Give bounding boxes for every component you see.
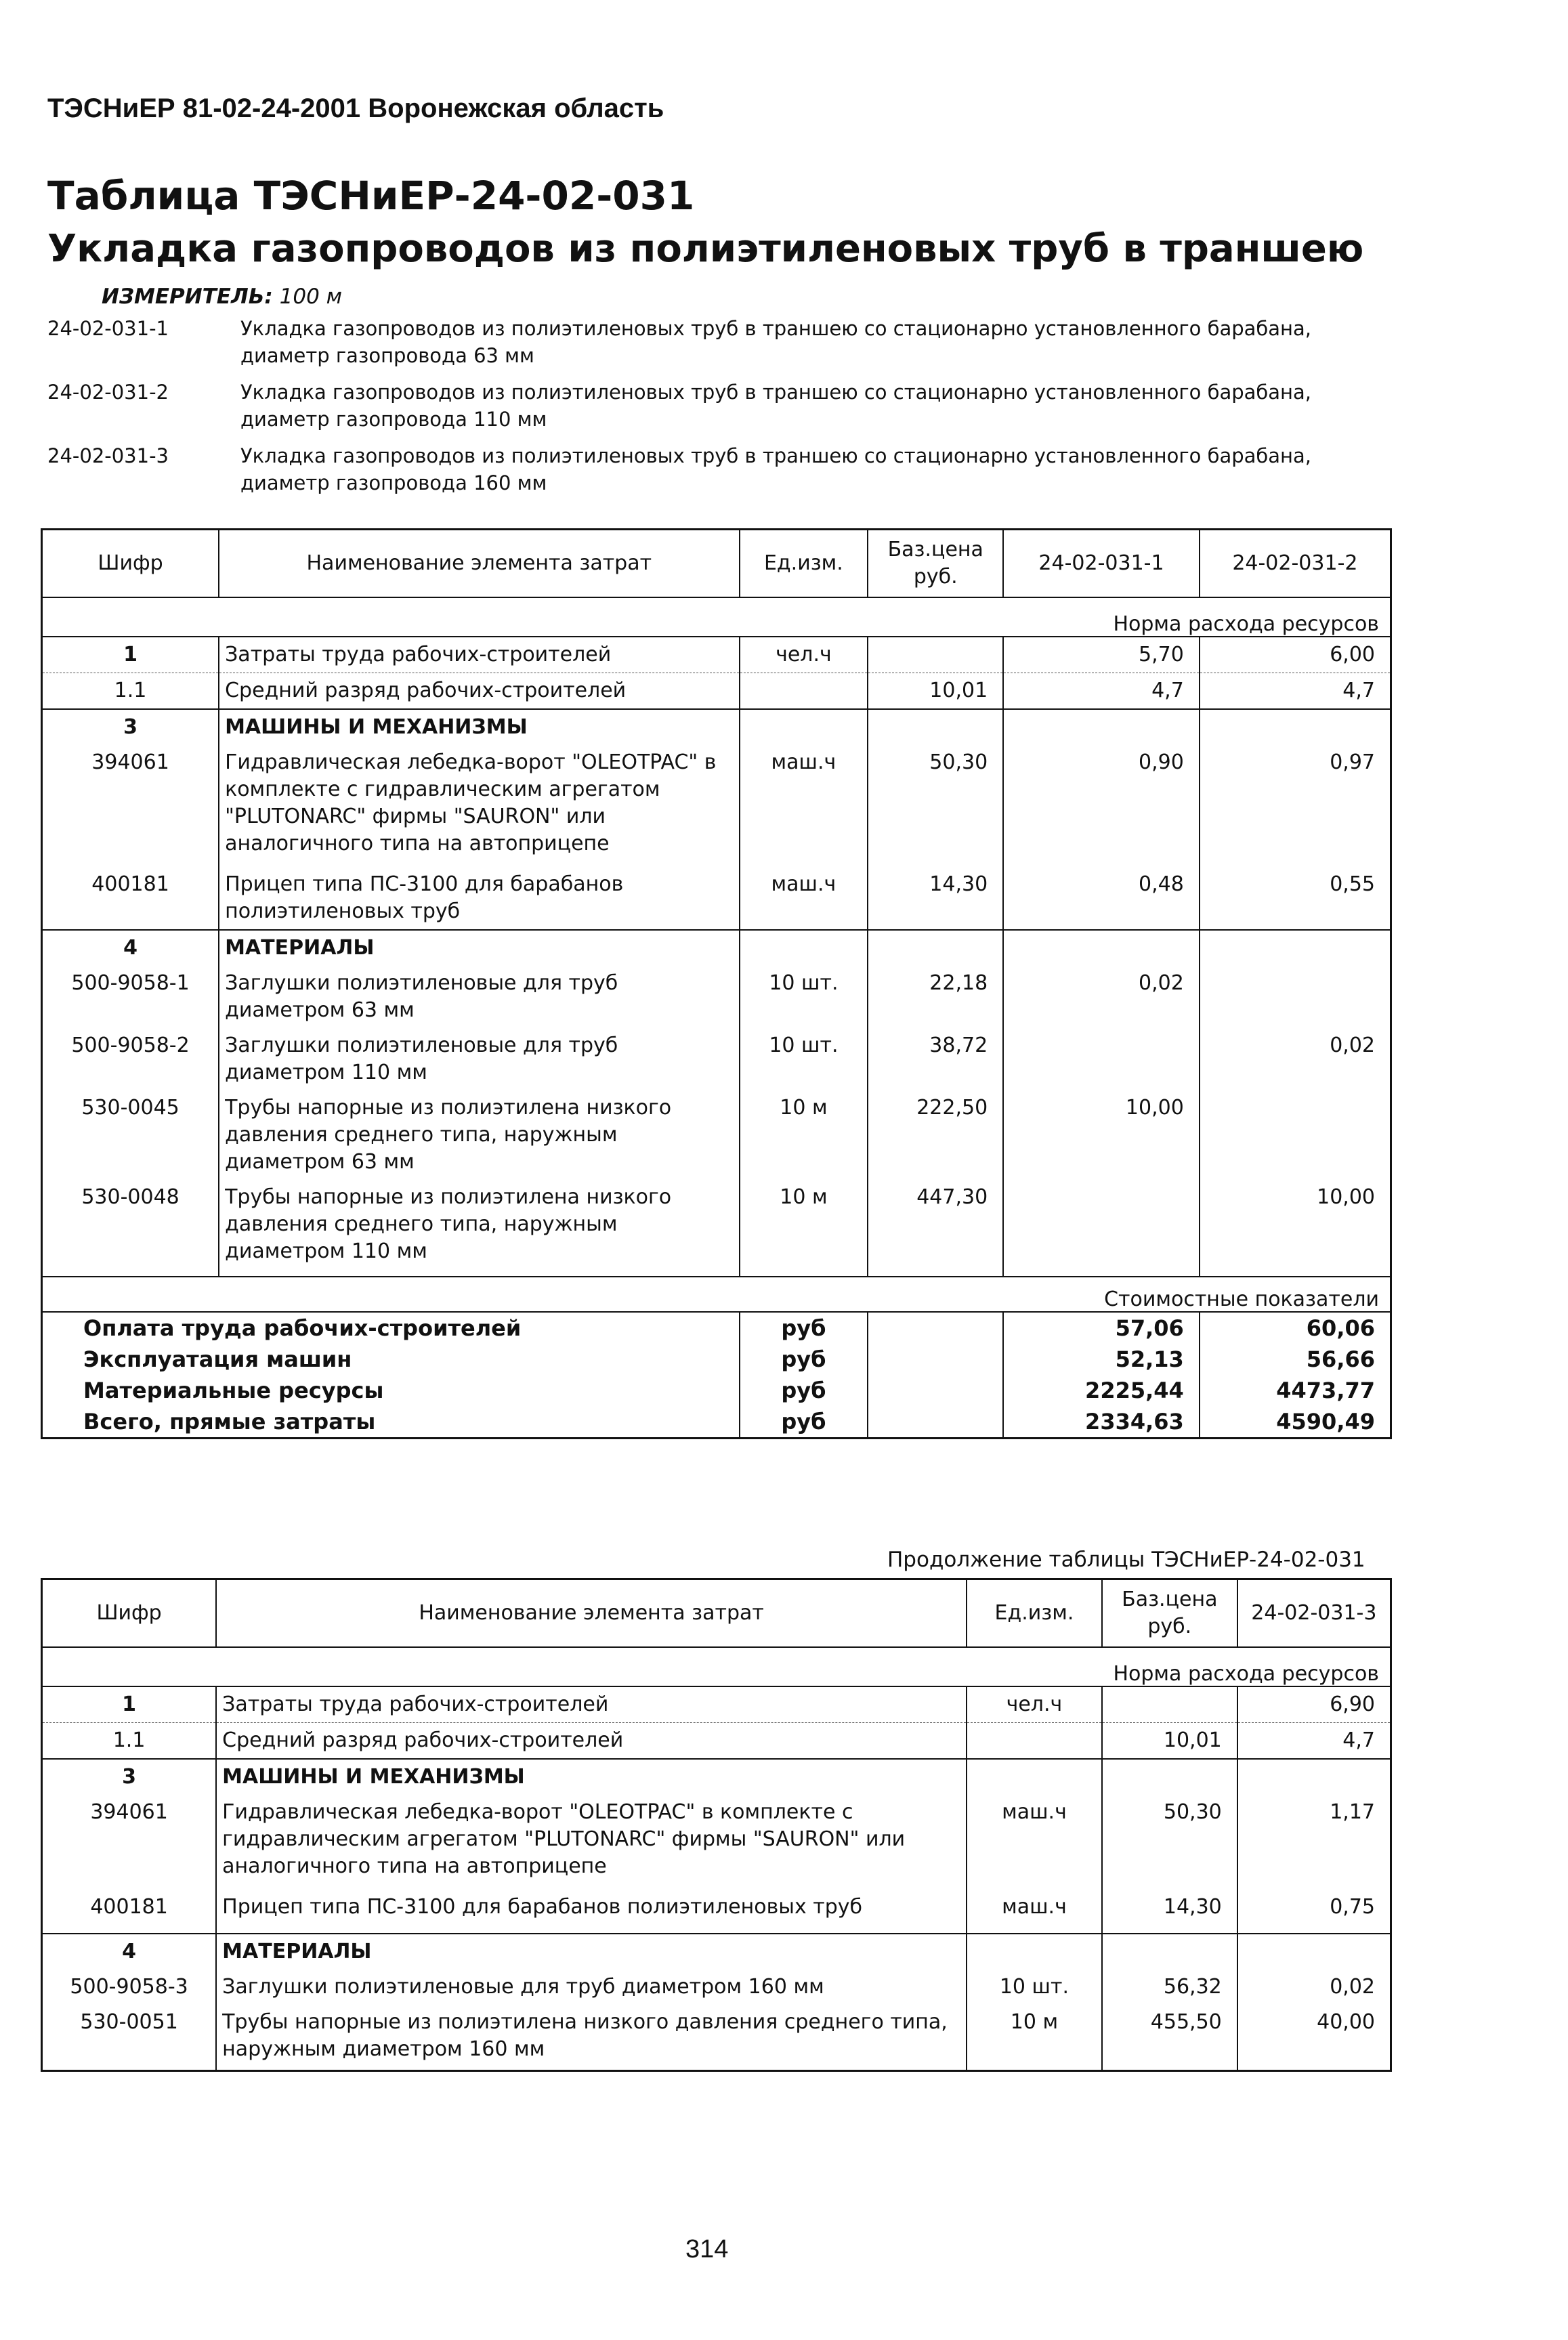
total-unit: руб	[740, 1344, 868, 1375]
code-number: 24-02-031-3	[47, 444, 169, 467]
section-row	[42, 709, 1391, 745]
total-value-1: 57,06	[1003, 1312, 1200, 1344]
page-number: 314	[685, 2235, 729, 2263]
code-description: Укладка газопроводов из полиэтиленовых труб в траншею со стационарно установленного барабана, диаметр газопровода 160 мм	[240, 444, 1312, 494]
measure-label: ИЗМЕРИТЕЛЬ:	[102, 284, 273, 309]
total-name: Эксплуатация машин	[83, 1346, 352, 1372]
row-code: 1	[123, 642, 137, 666]
row-name: Трубы напорные из полиэтилена низкого давления среднего типа, наружным диаметром 110 мм	[219, 1180, 739, 1277]
row-price: 50,30	[868, 745, 1003, 867]
row-value-3: 0,02	[1237, 1970, 1391, 2005]
row-value-3: 40,00	[1237, 2005, 1391, 2071]
row-price: 10,01	[1102, 1722, 1237, 1759]
col-header-unit: Ед.изм.	[967, 1579, 1102, 1647]
row-value-3: 1,17	[1237, 1795, 1391, 1890]
total-row	[42, 1375, 1391, 1406]
row-value-3: 4,7	[1237, 1722, 1391, 1759]
section-row	[42, 1934, 1391, 1970]
section-name: МАШИНЫ И МЕХАНИЗМЫ	[216, 1759, 967, 1795]
col-header-price: Баз.цена руб.	[868, 530, 1003, 597]
code-description: Укладка газопроводов из полиэтиленовых труб в траншею со стационарно установленного барабана, диаметр газопровода 110 мм	[240, 381, 1312, 431]
col-header-code: Шифр	[42, 1579, 217, 1647]
table-row	[42, 1722, 1391, 1759]
total-unit: руб	[740, 1406, 868, 1439]
total-unit: руб	[740, 1375, 868, 1406]
code-number: 24-02-031-2	[47, 381, 169, 404]
total-value-1: 2334,63	[1003, 1406, 1200, 1439]
measure-unit	[102, 284, 342, 309]
row-value-2: 4,7	[1200, 673, 1391, 709]
row-value-3: 6,90	[1237, 1686, 1391, 1723]
row-value-1: 0,02	[1003, 966, 1200, 1028]
section-code: 3	[42, 709, 219, 745]
table-row	[42, 673, 1391, 709]
row-value-2	[1200, 1090, 1391, 1180]
row-name: Трубы напорные из полиэтилена низкого давления среднего типа, наружным диаметром 160 мм	[216, 2005, 967, 2071]
row-value-1: 10,00	[1003, 1090, 1200, 1180]
total-unit: руб	[740, 1312, 868, 1344]
table-row	[42, 1090, 1391, 1180]
row-name: Гидравлическая лебедка-ворот "OLEOTPAC" в комплекте с гидравлическим агрегатом "PLUTONARC" фирмы "SAURON" или аналогичного типа на автоприцепе	[216, 1795, 967, 1890]
total-value-1: 2225,44	[1003, 1375, 1200, 1406]
col-header-name: Наименование элемента затрат	[216, 1579, 967, 1647]
row-name: Заглушки полиэтиленовые для труб диаметром 63 мм	[219, 966, 739, 1028]
row-value-2	[1200, 966, 1391, 1028]
section-row	[42, 930, 1391, 966]
row-unit: 10 м	[740, 1090, 868, 1180]
measure-value: 100 м	[279, 284, 343, 309]
row-name: Заглушки полиэтиленовые для труб диаметром 160 мм	[216, 1970, 967, 2005]
row-unit: 10 шт.	[967, 1970, 1102, 2005]
row-name: Затраты труда рабочих-строителей	[219, 637, 739, 673]
col-header-unit: Ед.изм.	[740, 530, 868, 597]
code-list	[47, 315, 1402, 506]
row-code: 530-0051	[80, 2009, 178, 2034]
row-unit: 10 шт.	[740, 966, 868, 1028]
row-code: 1.1	[42, 673, 219, 709]
table-row	[42, 1686, 1391, 1723]
continuation-caption: Продолжение таблицы ТЭСНиЕР-24-02-031	[887, 1548, 1365, 1572]
col-header-code: Шифр	[42, 530, 219, 597]
norms-table-continuation	[41, 1578, 1392, 2072]
table-row	[42, 1970, 1391, 2005]
row-price: 447,30	[868, 1180, 1003, 1277]
table-row	[42, 1180, 1391, 1277]
row-price: 22,18	[868, 966, 1003, 1028]
norma-caption: Норма расхода ресурсов	[42, 1647, 1391, 1686]
row-unit: 10 шт.	[740, 1028, 868, 1090]
table-subtitle: Укладка газопроводов из полиэтиленовых труб в траншею	[47, 227, 1364, 271]
total-row	[42, 1344, 1391, 1375]
section-row	[42, 1759, 1391, 1795]
table-row	[42, 1890, 1391, 1934]
row-price: 455,50	[1102, 2005, 1237, 2071]
total-value-2: 56,66	[1200, 1344, 1391, 1375]
total-value-2: 60,06	[1200, 1312, 1391, 1344]
row-code: 394061	[90, 1800, 168, 1824]
col-header-variant-1: 24-02-031-1	[1003, 530, 1200, 597]
document-header: ТЭСНиЕР 81-02-24-2001 Воронежская область	[47, 93, 664, 123]
row-value-2: 6,00	[1200, 637, 1391, 673]
total-name: Всего, прямые затраты	[83, 1408, 376, 1434]
col-header-name: Наименование элемента затрат	[219, 530, 739, 597]
row-price: 14,30	[868, 867, 1003, 930]
row-price	[868, 637, 1003, 673]
col-header-variant-2: 24-02-031-2	[1200, 530, 1391, 597]
row-name: Прицеп типа ПС-3100 для барабанов полиэтиленовых труб	[219, 867, 739, 930]
code-number: 24-02-031-1	[47, 317, 169, 340]
row-unit: маш.ч	[740, 867, 868, 930]
row-name: Затраты труда рабочих-строителей	[216, 1686, 967, 1723]
row-price: 14,30	[1102, 1890, 1237, 1934]
row-name: Гидравлическая лебедка-ворот "OLEOTPAC" в комплекте с гидравлическим агрегатом "PLUTONARC" фирмы "SAURON" или аналогичного типа на автоприцепе	[219, 745, 739, 867]
cost-caption: Стоимостные показатели	[42, 1277, 1391, 1312]
total-name: Оплата труда рабочих-строителей	[83, 1315, 522, 1341]
row-code: 530-0045	[81, 1095, 179, 1120]
row-name: Трубы напорные из полиэтилена низкого давления среднего типа, наружным диаметром 63 мм	[219, 1090, 739, 1180]
row-unit	[740, 673, 868, 709]
row-value-2: 10,00	[1200, 1180, 1391, 1277]
row-value-3: 0,75	[1237, 1890, 1391, 1934]
row-value-1	[1003, 1028, 1200, 1090]
section-name: МАТЕРИАЛЫ	[216, 1934, 967, 1970]
row-unit: 10 м	[740, 1180, 868, 1277]
total-row	[42, 1406, 1391, 1439]
row-code: 500-9058-2	[71, 1033, 190, 1057]
table-title: Таблица ТЭСНиЕР-24-02-031	[47, 173, 695, 219]
total-name: Материальные ресурсы	[83, 1377, 384, 1403]
row-unit: чел.ч	[740, 637, 868, 673]
table-row	[42, 966, 1391, 1028]
section-code: 4	[42, 930, 219, 966]
row-code: 1	[122, 1692, 137, 1716]
section-code: 3	[42, 1759, 217, 1795]
row-unit: маш.ч	[967, 1890, 1102, 1934]
code-item	[47, 442, 1402, 496]
row-value-2: 0,02	[1200, 1028, 1391, 1090]
row-code: 400181	[91, 872, 169, 896]
row-value-1	[1003, 1180, 1200, 1277]
norma-caption: Норма расхода ресурсов	[42, 597, 1391, 637]
table-row	[42, 637, 1391, 673]
row-value-1: 4,7	[1003, 673, 1200, 709]
row-unit: чел.ч	[967, 1686, 1102, 1723]
section-code: 4	[42, 1934, 217, 1970]
table-row	[42, 745, 1391, 867]
norms-table-main	[41, 528, 1392, 1439]
section-name: МАШИНЫ И МЕХАНИЗМЫ	[219, 709, 739, 745]
row-unit: маш.ч	[740, 745, 868, 867]
row-code: 500-9058-1	[71, 971, 190, 995]
row-name: Средний разряд рабочих-строителей	[219, 673, 739, 709]
col-header-price: Баз.цена руб.	[1102, 1579, 1237, 1647]
code-description: Укладка газопроводов из полиэтиленовых труб в траншею со стационарно установленного барабана, диаметр газопровода 63 мм	[240, 317, 1312, 367]
code-item	[47, 315, 1402, 369]
row-name: Прицеп типа ПС-3100 для барабанов полиэтиленовых труб	[216, 1890, 967, 1934]
total-value-2: 4473,77	[1200, 1375, 1391, 1406]
row-code: 394061	[91, 750, 169, 774]
row-price: 56,32	[1102, 1970, 1237, 2005]
row-value-1: 5,70	[1003, 637, 1200, 673]
table-row	[42, 867, 1391, 930]
row-price: 222,50	[868, 1090, 1003, 1180]
row-unit: 10 м	[967, 2005, 1102, 2071]
row-value-1: 0,90	[1003, 745, 1200, 867]
row-code: 500-9058-3	[70, 1974, 188, 1999]
table-row	[42, 2005, 1391, 2071]
row-code: 1.1	[42, 1722, 217, 1759]
row-code: 530-0048	[81, 1185, 179, 1209]
row-value-2: 0,97	[1200, 745, 1391, 867]
row-value-2: 0,55	[1200, 867, 1391, 930]
table-row	[42, 1028, 1391, 1090]
row-name: Средний разряд рабочих-строителей	[216, 1722, 967, 1759]
total-row	[42, 1312, 1391, 1344]
row-value-1: 0,48	[1003, 867, 1200, 930]
row-price: 10,01	[868, 673, 1003, 709]
row-price: 38,72	[868, 1028, 1003, 1090]
table-row	[42, 1795, 1391, 1890]
code-item	[47, 379, 1402, 433]
col-header-variant-3: 24-02-031-3	[1237, 1579, 1391, 1647]
row-name: Заглушки полиэтиленовые для труб диаметром 110 мм	[219, 1028, 739, 1090]
row-unit	[967, 1722, 1102, 1759]
section-name: МАТЕРИАЛЫ	[219, 930, 739, 966]
row-price: 50,30	[1102, 1795, 1237, 1890]
total-value-2: 4590,49	[1200, 1406, 1391, 1439]
total-value-1: 52,13	[1003, 1344, 1200, 1375]
row-code: 400181	[90, 1894, 168, 1919]
row-unit: маш.ч	[967, 1795, 1102, 1890]
row-price	[1102, 1686, 1237, 1723]
